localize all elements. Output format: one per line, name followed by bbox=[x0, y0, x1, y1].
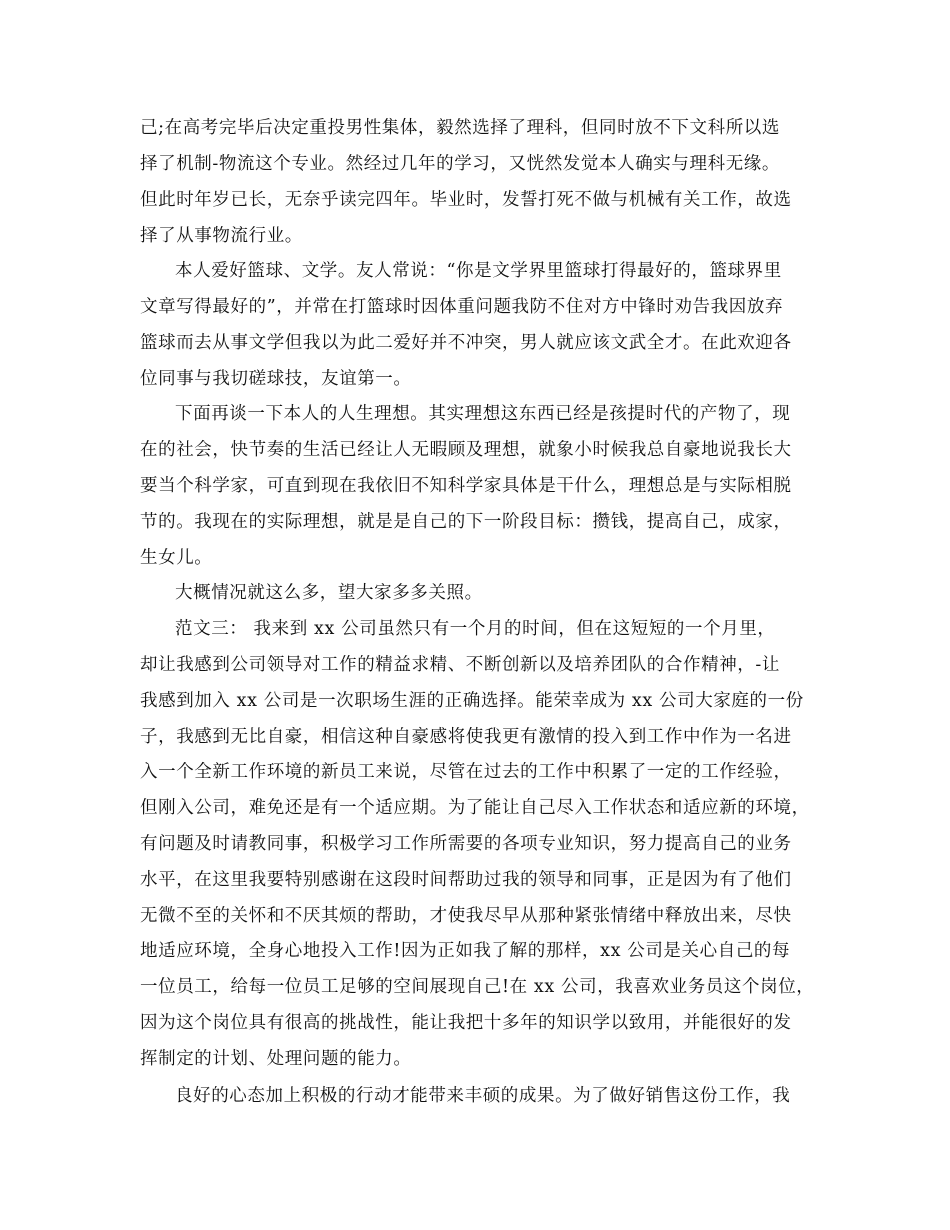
text-line: 节的。我现在的实际理想，就是是自己的下一阶段目标：攒钱，提高自己，成家， bbox=[140, 512, 792, 532]
text-line: 子，我感到无比自豪，相信这种自豪感将使我更有激情的投入到工作中作为一名进 bbox=[140, 727, 792, 747]
text-line: 入一个全新工作环境的新员工来说，尽管在过去的工作中积累了一定的工作经验， bbox=[140, 762, 792, 782]
text-line: 位同事与我切磋球技，友谊第一。 bbox=[140, 369, 412, 389]
text-line: 本人爱好篮球、文学。友人常说：“你是文学界里篮球打得最好的，篮球界里 bbox=[175, 261, 782, 281]
text-line: 有问题及时请教同事，积极学习工作所需要的各项专业知识，努力提高自己的业务 bbox=[140, 834, 792, 854]
text-line: 挥制定的计划、处理问题的能力。 bbox=[140, 1049, 412, 1069]
text-line: 我感到加入 xx 公司是一次职场生涯的正确选择。能荣幸成为 xx 公司大家庭的一份 bbox=[140, 691, 804, 711]
text-line: 择了机制-物流这个专业。然经过几年的学习，又恍然发觉本人确实与理科无缘。 bbox=[140, 154, 781, 174]
text-line: 地适应环境，全身心地投入工作!因为正如我了解的那样，xx 公司是关心自己的每 bbox=[140, 941, 791, 961]
text-line: 己;在高考完毕后决定重投男性集体，毅然选择了理科，但同时放不下文科所以选 bbox=[140, 118, 780, 138]
text-line: 却让我感到公司领导对工作的精益求精、不断创新以及培养团队的合作精神，-让 bbox=[140, 655, 781, 675]
text-line: 在的社会，快节奏的生活已经让人无暇顾及理想，就象小时候我总自豪地说我长大 bbox=[140, 440, 792, 460]
text-line: 但刚入公司，难免还是有一个适应期。为了能让自己尽入工作状态和适应新的环境， bbox=[140, 798, 810, 818]
text-line: 无微不至的关怀和不厌其烦的帮助，才使我尽早从那种紧张情绪中释放出来，尽快 bbox=[140, 906, 792, 926]
text-line: 择了从事物流行业。 bbox=[140, 226, 303, 246]
text-line: 但此时年岁已长，无奈乎读完四年。毕业时，发誓打死不做与机械有关工作，故选 bbox=[140, 190, 792, 210]
text-line: 生女儿。 bbox=[140, 548, 213, 568]
text-line: 范文三： 我来到 xx 公司虽然只有一个月的时间，但在这短短的一个月里， bbox=[175, 619, 776, 639]
text-line: 文章写得最好的”，并常在打篮球时因体重问题我防不住对方中锋时劝告我因放弃 bbox=[140, 297, 784, 317]
text-line: 篮球而去从事文学但我以为此二爱好并不冲突，男人就应该文武全才。在此欢迎各 bbox=[140, 333, 792, 353]
text-line: 因为这个岗位具有很高的挑战性，能让我把十多年的知识学以致用，并能很好的发 bbox=[140, 1013, 792, 1033]
text-line: 大概情况就这么多，望大家多多关照。 bbox=[175, 583, 483, 603]
text-line: 下面再谈一下本人的人生理想。其实理想这东西已经是孩提时代的产物了，现 bbox=[175, 404, 791, 424]
text-line: 水平，在这里我要特别感谢在这段时间帮助过我的领导和同事，正是因为有了他们 bbox=[140, 870, 792, 890]
text-line: 一位员工，给每一位员工足够的空间展现自己!在 xx 公司，我喜欢业务员这个岗位， bbox=[140, 977, 815, 997]
text-line: 要当个科学家，可直到现在我依旧不知科学家具体是干什么，理想总是与实际相脱 bbox=[140, 476, 792, 496]
text-line: 良好的心态加上积极的行动才能带来丰硕的成果。为了做好销售这份工作，我 bbox=[175, 1086, 791, 1106]
